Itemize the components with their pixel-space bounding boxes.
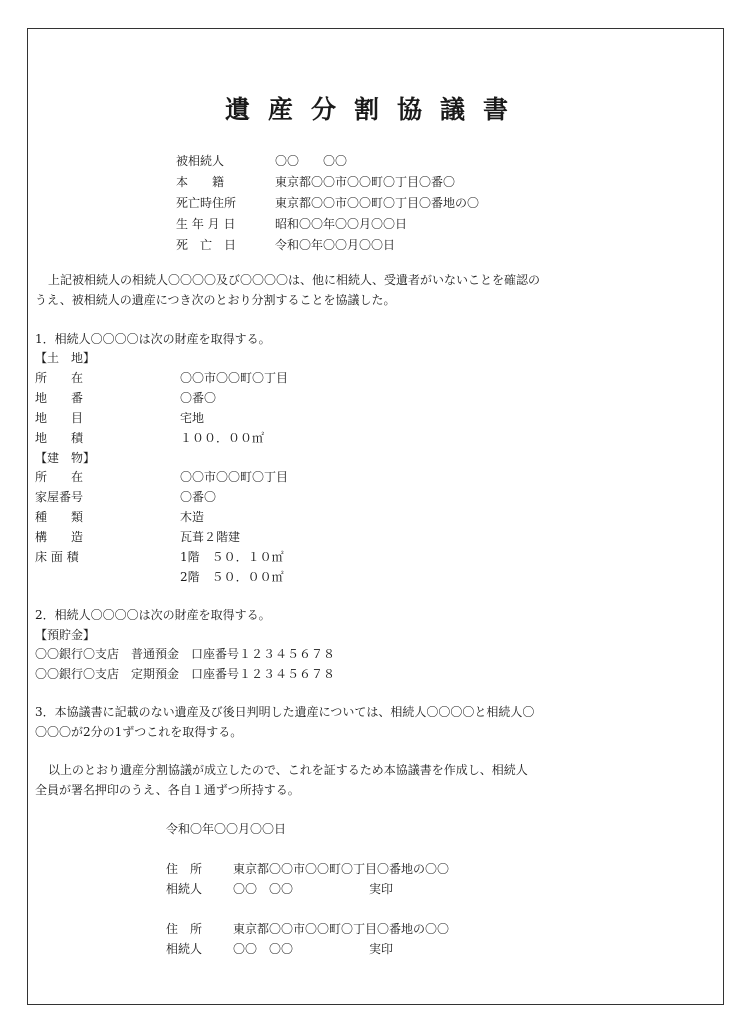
land-area-value: １００．００㎡	[180, 431, 265, 445]
land-location-label: 所 在	[35, 371, 84, 385]
document-page	[27, 28, 724, 1005]
land-category-label: 地 目	[35, 411, 84, 425]
heir-address-label: 住 所	[166, 862, 203, 876]
land-location-value: 〇〇市〇〇町〇丁目	[180, 371, 289, 385]
heir-address: 東京都〇〇市〇〇町〇丁目〇番地の〇〇	[233, 862, 450, 876]
heir-address-label: 住 所	[166, 922, 203, 936]
lot-number-label: 地 番	[35, 391, 84, 405]
building-header: 【建 物】	[35, 451, 96, 465]
section3-line-2: 〇〇〇が2分の1ずつこれを取得する。	[35, 725, 243, 739]
deceased-value: 〇〇 〇〇	[275, 154, 348, 168]
agreement-date: 令和〇年〇〇月〇〇日	[166, 822, 287, 836]
deceased-label: 被相続人	[176, 154, 225, 168]
document-title: 遺産分割協議書	[224, 95, 526, 124]
death-address-value: 東京都〇〇市〇〇町〇丁目〇番地の〇	[275, 196, 480, 210]
land-header: 【土 地】	[35, 351, 96, 365]
closing-line-2: 全員が署名押印のうえ、各自１通ずつ所持する。	[35, 783, 300, 797]
section3-line-1: 3．本協議書に記載のない遺産及び後日判明した遺産については、相続人〇〇〇〇と相続人〇	[35, 705, 535, 719]
heir-label: 相続人	[166, 882, 203, 896]
birthdate-label: 生 年 月 日	[176, 217, 236, 231]
structure-label: 構 造	[35, 530, 84, 544]
floor-area-label: 床 面 積	[35, 550, 79, 564]
death-date-value: 令和〇年〇〇月〇〇日	[275, 238, 396, 252]
section2-heading: 2．相続人〇〇〇〇は次の財産を取得する。	[35, 608, 271, 622]
land-category-value: 宅地	[180, 411, 205, 425]
house-number-label: 家屋番号	[35, 490, 84, 504]
building-location-label: 所 在	[35, 470, 84, 484]
floor-area-2f-value: 2階 ５０．００㎡	[180, 570, 284, 584]
death-address-label: 死亡時住所	[176, 196, 237, 210]
domicile-value: 東京都〇〇市〇〇町〇丁目〇番〇	[275, 175, 456, 189]
floor-area-1f-value: 1階 ５０．１０㎡	[180, 550, 284, 564]
land-area-label: 地 積	[35, 431, 84, 445]
domicile-label: 本 籍	[176, 175, 225, 189]
registered-seal: 実印	[369, 882, 394, 896]
heir-address: 東京都〇〇市〇〇町〇丁目〇番地の〇〇	[233, 922, 450, 936]
intro-line-2: うえ、被相続人の遺産につき次のとおり分割することを協議した。	[35, 293, 396, 307]
structure-value: 瓦葺２階建	[180, 530, 241, 544]
building-type-label: 種 類	[35, 510, 84, 524]
building-location-value: 〇〇市〇〇町〇丁目	[180, 470, 289, 484]
closing-line-1: 以上のとおり遺産分割協議が成立したので、これを証するため本協議書を作成し、相続人	[48, 763, 528, 777]
deposit-row: 〇〇銀行〇支店 普通預金 口座番号１２３４５６７８	[35, 647, 336, 661]
deposit-row: 〇〇銀行〇支店 定期預金 口座番号１２３４５６７８	[35, 667, 336, 681]
house-number-value: 〇番〇	[180, 490, 217, 504]
heir-name: 〇〇 〇〇	[233, 942, 294, 956]
lot-number-value: 〇番〇	[180, 391, 217, 405]
building-type-value: 木造	[180, 510, 205, 524]
death-date-label: 死 亡 日	[176, 238, 237, 252]
heir-label: 相続人	[166, 942, 203, 956]
heir-name: 〇〇 〇〇	[233, 882, 294, 896]
birthdate-value: 昭和〇〇年〇〇月〇〇日	[275, 217, 408, 231]
registered-seal: 実印	[369, 942, 394, 956]
intro-line-1: 上記被相続人の相続人〇〇〇〇及び〇〇〇〇は、他に相続人、受遺者がいないことを確認の	[48, 273, 541, 287]
section1-heading: 1．相続人〇〇〇〇は次の財産を取得する。	[35, 332, 271, 346]
deposits-header: 【預貯金】	[35, 628, 96, 642]
